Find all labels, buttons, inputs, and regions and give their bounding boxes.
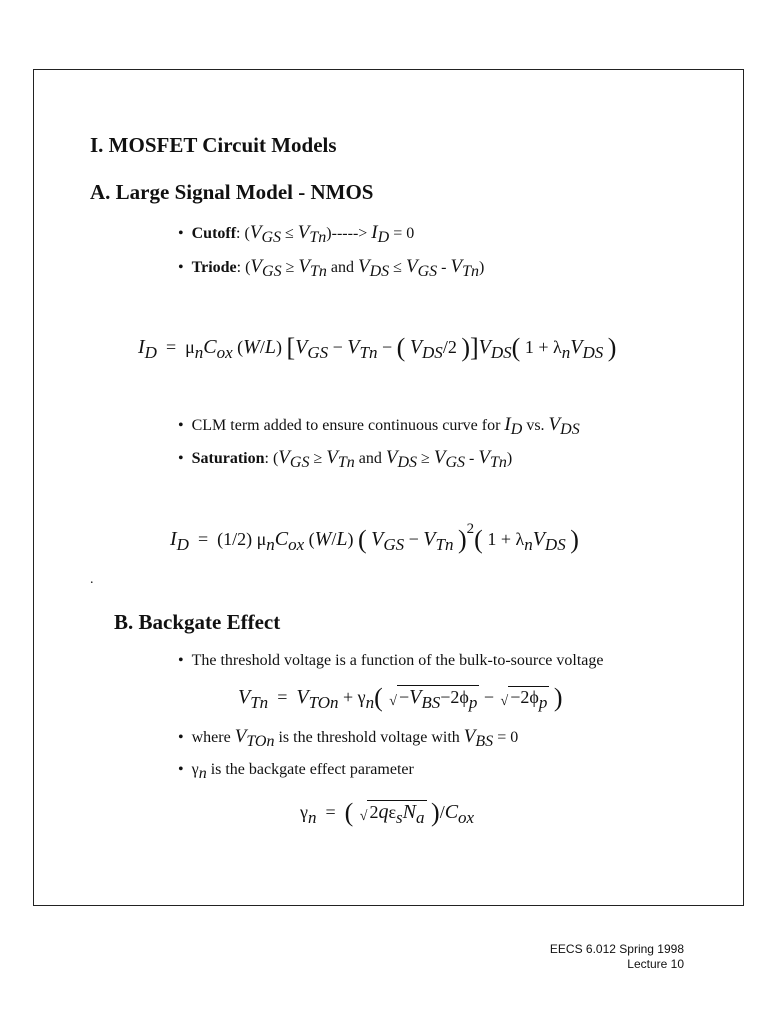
bullet-dot: • <box>178 259 184 276</box>
bullet-dot: • <box>178 761 184 778</box>
page-title: I. MOSFET Circuit Models <box>90 133 337 157</box>
where-text: where <box>191 729 231 746</box>
bullet-dot: • <box>178 652 184 669</box>
saturation-label: Saturation <box>191 450 265 467</box>
cutoff-label: Cutoff <box>191 225 237 242</box>
bullet-gamma: • γn is the backgate effect parameter <box>178 761 414 782</box>
stray-mark: . <box>90 572 94 587</box>
bullet-dot: • <box>178 225 184 242</box>
where-mid: is the threshold voltage with <box>278 729 460 746</box>
footer-course: EECS 6.012 Spring 1998 <box>549 942 684 956</box>
triode-equation: ID = μnCox (W/L) [VGS − VTn − ( VDS/2 )]VDS( 1 + λnVDS ) <box>138 333 617 362</box>
bullet-dot: • <box>178 729 184 746</box>
and-word: and <box>330 259 354 276</box>
footer <box>550 942 684 972</box>
clm-text: CLM term added to ensure continuous curve for <box>191 417 501 434</box>
bullet-dot: • <box>178 450 184 467</box>
gamma-equation: γn = ( √ 2qεsNa )/Cox <box>300 798 475 827</box>
section-b-heading: B. Backgate Effect <box>114 610 281 634</box>
footer-lecture: Lecture 10 <box>627 957 684 971</box>
bullet-clm: • CLM term added to ensure continuous curve for ID vs. VDS <box>178 414 580 438</box>
saturation-equation: ID = (1/2) μnCox (W/L) ( VGS − VTn )$^2$( 1 + λnVDS ) <box>170 521 579 554</box>
triode-label: Triode <box>191 259 237 276</box>
threshold-text: The threshold voltage is a function of the bulk-to-source voltage <box>191 652 604 669</box>
bullet-where: • where VTOn is the threshold voltage with VBS = 0 <box>178 726 519 750</box>
bullet-saturation: • Saturation: (VGS ≥ VTn and VDS ≥ VGS - VTn) <box>178 447 513 471</box>
threshold-equation: VTn = VTOn + γn( √ −VBS−2ϕp − √ −2ϕp ) <box>238 683 563 712</box>
bullet-triode: • Triode: (VGS ≥ VTn and VDS ≤ VGS - VTn) <box>178 256 485 280</box>
and-word: and <box>358 450 382 467</box>
bullet-cutoff: • Cutoff: (VGS ≤ VTn)-----> ID = 0 <box>178 222 415 246</box>
bullet-threshold <box>178 652 604 670</box>
section-a-heading: A. Large Signal Model - NMOS <box>90 180 374 204</box>
gamma-text: is the backgate effect parameter <box>210 761 414 778</box>
bullet-dot: • <box>178 417 184 434</box>
clm-vs: vs. <box>526 417 545 434</box>
